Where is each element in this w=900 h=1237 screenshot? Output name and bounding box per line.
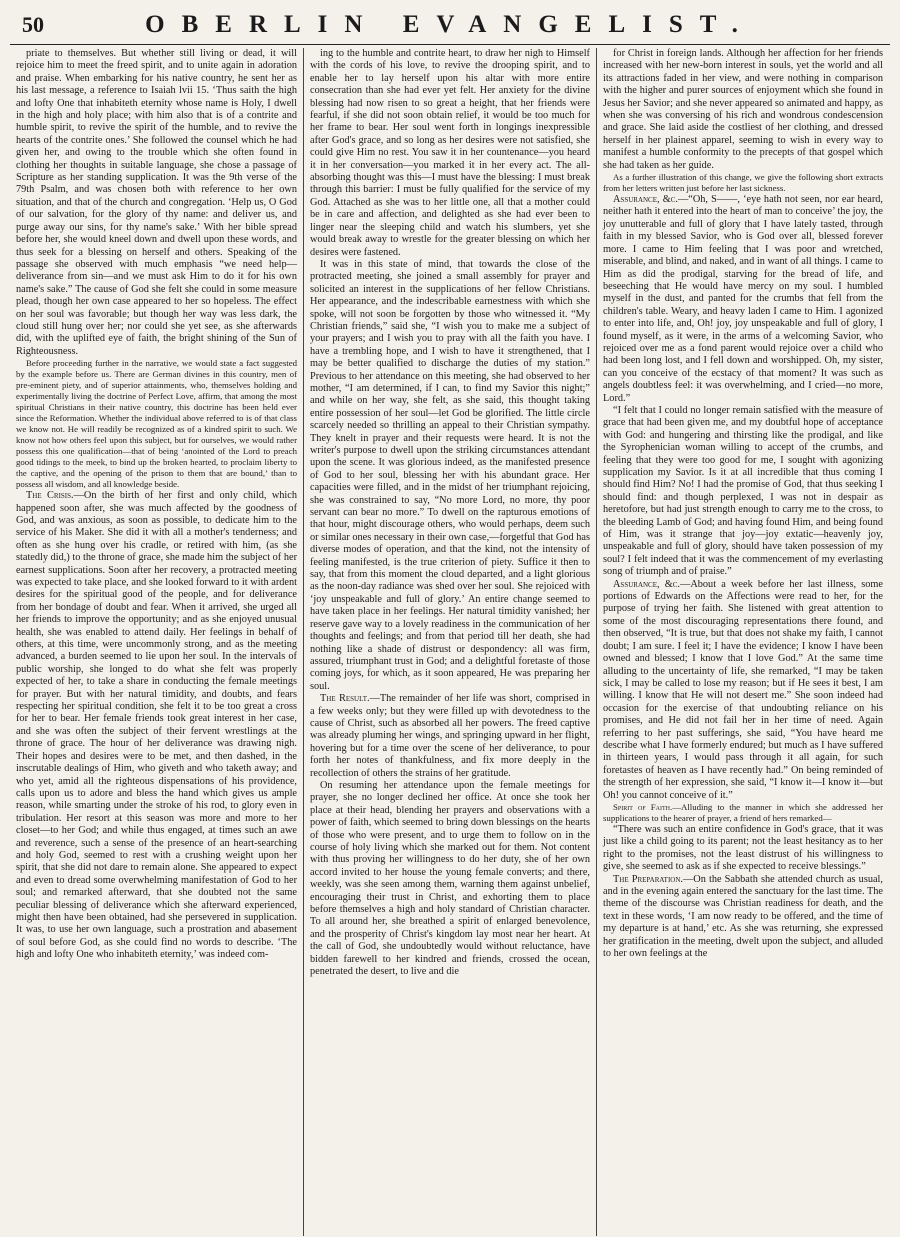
paragraph: —The remainder of her life was short, comprised in a few weeks only; but they were filled up with devotedness to the cause of Christ, such as absorbed all her powers. The freed captive was already pluming her wings, and springing upward in her flight, hovering but for a time over the scene of her deliverance, to pour forth her notes of thankfulness, and fix more deeply in the recollection of others the strains of her gratitude. [310,693,590,779]
paragraph: —“Oh, S——, ‘eye hath not seen, nor ear heard, neither hath it entered into the heart of man to conceive’ the joy, the joy unutterable and full of glory that I have lately tasted, through faith in my blessed Savior, who is God over all, blessed forever more. I came to Him feeling that I was poor and wretched, miserable, and blind, and naked, and in want of all things. I came to Him as did the prodigal, starving for the bread of life, and beseeching that He would have mercy on my soul. I humbled myself in the dust, and panted for the crumbs that fell from the children's table. Weary, and heavy laden I came to Him. I agonized to enter into life, and, Oh! joy, joy unspeakable and full of glory, I found myself, as it were, in the arms of a welcoming Savior, who rejoiced over me as a fond parent would rejoice over a child who had been long lost, and I fell down and worshipped. Oh, my sister, can you conceive of the ecstacy of that moment? It was such as angels doubtless feel: it was overwhelming, and I cried—no more, Lord.” [603,194,883,404]
column-1 [10,48,303,1236]
section-assurance-2 [603,579,883,802]
paragraph: —On the birth of her first and only child, which happened soon after, she was much affected by the goodness of God, and was anxious, as soon as possible, to dedicate him to the service of his Maker. She did it with all a mother's tenderness; and often as she hung over his cradle, or retired with him, (as she statedly did,) to the throne of grace, she made him the subject of her earnest supplications. Soon after her recovery, a protracted meeting was expected to take place, and she looked forward to it with ardent desires for the spiritual good of the people, and for deliverance from her bondage of doubt and fear. When it arrived, she urged all her friends to improve the opportunity; and as she enjoyed unusual health, she was enabled to attend daily. Her feelings in behalf of others, at this time, were uncommonly strong, and as the meeting advanced, a burden seemed to lie upon her soul. In the intervals of public worship, she longed to do what she felt was properly expected of her, to take a share in conducting the female meetings for prayer. But with her natural timidity, and doubts, and fears respecting her spiritual condition, she felt it to be too great a cross for her to bear. Her female friends took great interest in her case, and she was often the subject of their fervent wrestlings at the throne of grace. The hour of her deliverance was drawing nigh. Their hopes and desires were to be met, and then dashed, in the inscrutable dealings of Him, who giveth and who taketh away; and who yet, amid all the righteous dispensations of his providence, calls upon us to adore and bless the hand which gives us ample reason, while smarting under the stroke of his rod, to glory even in tribulation. Her resort at this season was more and more to her closet—to her God; and while thus engaged, at times such an awe and reverence, such a sense of the presence of an heart-searching and holy God, seemed to rest with a crushing weight upon her spirit, that she did not dare to remain alone. She appeared to expect and even to dread some overwhelming manifestation of God to her soul; and remarked afterward, that she doubted not the same peculiar blessing of deliverance which she afterward experienced, might then have been obtained, had she persevered in supplication. It was, to use her own language, such a prostration and abasement of soul before God, as she could find no words to describe. ‘The high and lofty One who inhabiteth eternity,’ was indeed com- [16,490,297,961]
editorial-note: As a further illustration of this change, we give the following short extracts from her letters written just before her last sickness. [603,172,883,194]
section-crisis [16,490,297,961]
column-3 [596,48,889,1236]
paragraph: ing to the humble and contrite heart, to draw her nigh to Himself with the cords of his love, to revive the drooping spirit, and to enable her to lay herself upon his altar with more entire consecration than she had ever yet felt. Her anxiety for the divine blessing had now risen to so great a height, that her friends were fearful, if she did not soon obtain relief, it would be too much for her frame to bear. Her soul went forth in longings inexpressible after God's grace, and so long as her desires were not satisfied, she could give Him no rest. You saw it in her countenance—you heard it in her conversation—you marked it in her every act. The all-absorbing thought was this—I must have the blessing: I must break through this barrier: I must be fully qualified for the service of my God. Attached as she was to her little one, all that a mother could be in care and affection, and delighted as she had ever been to linger near the sleeping child and watch his slumbers, yet she would break away to wrestle for the greater blessing on which her desires were fastened. [310,48,590,258]
section-assurance-1 [603,194,883,405]
masthead [10,8,890,42]
section-heading: The Result. [320,693,370,705]
paragraph: It was in this state of mind, that towards the close of the protracted meeting, she joined a small assembly for prayer and solicited an interest in the supplications of her fellow Christians. Her appearance, and the indescribable earnestness with which she spoke, will not soon be forgotten by those who witnessed it. “My Christian friends,” said she, “I wish you to make me a subject of your prayers; and I wish you to pray with all the faith you have. I have a trembling hope, and I wish to have it strengthened, that I may be better qualified to discharge the duties of my station.” Previous to her attendance on this meeting, she had observed to her mother, “I am determined, if I can, to find my Savior this night;” and while on her way, she felt, as she said, this thought taking entire possession of her soul—let God be glorified. The little circle scarcely needed so thrilling an appeal to their Christian sympathy. They knelt in prayer and their requests were heard. It is not the writer's purpose to dwell upon the striking circumstances attendant upon the scene. It was glorious indeed, as the manifested presence of God to her soul, blessing her with his abundant grace. Her capacities were filled, and in the midst of her triumphant rejoicing, she was constrained to say, “No more Lord, no more, thy poor servant can bear no more.” To dwell on the rapturous emotions of that hour, might discourage others, who would perhaps, deem such or similar ones necessary in their own case,—forgetful that God has diverse modes of operation, and that the kind, not the intensity of feeling manifested, is the true criterion of piety. Suffice it then to say, that from this moment the cloud departed, and a light glorious as the noon-day radiance was shed over her soul. She rejoiced with ‘joy unspeakable and full of glory.’ An entire change seemed to have taken place in her feelings. Her natural timidity vanished; her reserve gave way to a lovely readiness in the communication of her thoughts and feelings; and from that period till her death, she had nothing like a shade of distrust or despondency: all was firm, assured, triumphant trust in God; and a delightful foretaste of those coming joys, for which, as it soon appeared, He was preparing her soul. [310,258,590,692]
paragraph: On resuming her attendance upon the female meetings for prayer, she no longer declined her office. At once she took her place at their head, blending her prayers and observations with a power of faith, which seemed to bring down blessings on the hearts of those who were present, and to urge them to follow on in the course of holy living which she marked out for them. Not content with thus proving her willingness to do her duty, she of her own accord invited to her house the young female converts; and there, weekly, was she seen among them, warning them against unbelief, encouraging their trust in Christ, and exhorting them to place before themselves a high and holy standard of Christian character. To all around her, she breathed a spirit of enlarged benevolence, and the prosperity of Christ's kingdom lay most near her heart. At the call of God, she undoubtedly would without reluctance, have bidden farewell to her kindred and friends, crossed the ocean, penetrated the desert, to live and die [310,779,590,978]
section-heading: The Preparation. [613,873,683,885]
section-preparation [603,874,883,961]
paragraph: for Christ in foreign lands. Although her affection for her friends increased with her new-born interest in souls, yet the world and all its attractions faded in her view, and were nothing in comparison with the higher and purer sources of enjoyment which she found in Jesus her Savior; and she never appeared so animated and happy, as when she was conversing of his rich and wondrous condescension and grace. She laid aside the costliest of her clothing, and dressed herself in her plainest apparel, seeming to wish in every way to manifest a humble conformity to the precepts of that gospel which she had taken as her guide. [603,48,883,171]
paragraph: “I felt that I could no longer remain satisfied with the measure of grace that had been given me, and my doubtful hope of acceptance with God: and hungering and thirsting like the prodigal, and like the Syrophenician woman willing to accept of the crumbs, and feeling that they were too good for me, I sought with agonizing supplication my Savior. Is it at all incredible that thus coming I should find Him? No! I had the promise of God, that thus seeking I should find: and though perplexed, I was not in despair as heretofore, but had just strength enough to carry me to the cross, to the bleeding Lamb of God; and having found Him, and being found of Him, was it strange that joy—joy extatic—heavenly joy, unspeakable and full of glory, should have taken possession of my soul? I felt indeed that it was the commencement of my everlasting song of triumph and of praise.” [603,404,883,578]
section-heading: Assurance, &c. [613,578,681,590]
section-heading: Spirit of Faith. [613,801,673,812]
paper-title: OBERLIN EVANGELIST. [145,11,755,38]
paragraph: —On the Sabbath she attended church as usual, and in the evening again entered the sanctuary for the last time. The theme of the discourse was Christian readiness for death, and the text in these words, ‘I am now ready to be offered, and the time of my departure is at hand,’ etc. As she was returning, she expressed her gratification in the meeting, dwelt upon the subject, and alluded to her own feelings at the [603,873,883,960]
section-result [310,693,590,780]
section-heading: The Crisis. [26,490,74,502]
section-faith [603,802,883,824]
paragraph: priate to themselves. But whether still living or dead, it will rejoice him to meet the freed spirit, and to unite again in adoration and praise. When embarking for his native country, he sent her as his last message, a reference to Isaiah lvii 15. ‘Thus saith the high and lofty One that inhabiteth eternity whose name is Holy, I dwell in the high and holy place; with him also that is of a contrite and humble spirit, to revive the spirit of the humble, and to revive the hearts of the contrite ones.’ She followed the counsel which he had given her, and owing to the trouble which she often found in clothing her thoughts in suitable language, she chose a passage of Scripture as her standing supplication. It was the 9th verse of the 79th Psalm, and was chosen both with reference to her own situation, and that of the church and congregation. ‘Help us, O God of our salvation, for the glory of thy name: and deliver us, and purge away our sins, for thy name's sake.’ With her bible spread before her, she would kneel down and dwell upon these words, and thus seek for a blessing on herself and others. Speaking of the passage she observed with much emphasis “we need help—deliverance from sin—and we must ask Him to do it for his own name's sake.” The cause of God she felt she could in some measure plead, though her own case appeared to her so hopeless. The effect on her soul was favorable; but though her way was less dark, the cloud still hung over her; nor could she yet see, as she afterwards did, with the uplifted eye of faith, the bright shining of the Sun of Righteousness. [16,48,297,357]
quotation: “There was such an entire confidence in God's grace, that it was just like a child going to its parent; not the least hesitancy as to her right to the promises, not the least distrust of his willingness to give, she seemed to ask as if she expected to receive blessings.” [603,823,883,873]
editorial-note: Before proceeding further in the narrative, we would state a fact suggested by the example before us. There are German divines in this country, men of pre-eminent piety, and of superior attainments, who, themselves holding and experimentally living the doctrine of Perfect Love, affirm, that among the most spiritual Christians in their native country, this doctrine has been held ever since the Reformation. Whether the individual above referred to is of that class we know not. He will readily be recognized as of a kindred spirit to such. We know not how others feel upon this subject, but for ourselves, we would rather possess this one qualification—that of being ‘anointed of the Lord to preach good tidings to the meek, to bind up the broken hearted, to proclaim liberty to the captive, and the opening of the prison to them that are bound,’ than to possess all wisdom, and all knowledge beside. [16,358,297,490]
paragraph: —Alluding to the manner in which she addressed her supplications to the hearer of prayer, a friend of hers remarked— [603,801,883,823]
masthead-rule [10,44,890,45]
section-heading: Assurance, &c. [613,194,678,206]
column-2 [303,48,596,1236]
paragraph: —About a week before her last illness, some portions of Edwards on the Affections were read to her, for the purpose of trying her faith. She listened with great attention to some of the most discouraging representations there found, and then observed, “It is true, but that does not shake my faith, I cannot doubt; I am sure. I feel it; I have the evidence; I know I have been owned and blessed; I know that I love God.” At the same time alluding to the uncertainty of life, she remarked, “I may be taken sick, I may be called to lose my reason; but if He sees it best, I am willing. I know that He will not desert me.” She soon indeed had occasion for the exercise of that undoubting reliance on his promises, and He did not fail her in her time of need. Again referring to her past sufferings, she said, “You have heard me describe what I have formerly endured; but much as I have suffered in thirteen years, I would pass through it all again, for such foretastes of heaven as I have recently had.” On being reminded of the strength of her expression, she said, “I know it—I know it—but Oh! you cannot conceive of it.” [603,578,883,801]
article-columns [10,48,890,1236]
page-number: 50 [22,12,44,37]
